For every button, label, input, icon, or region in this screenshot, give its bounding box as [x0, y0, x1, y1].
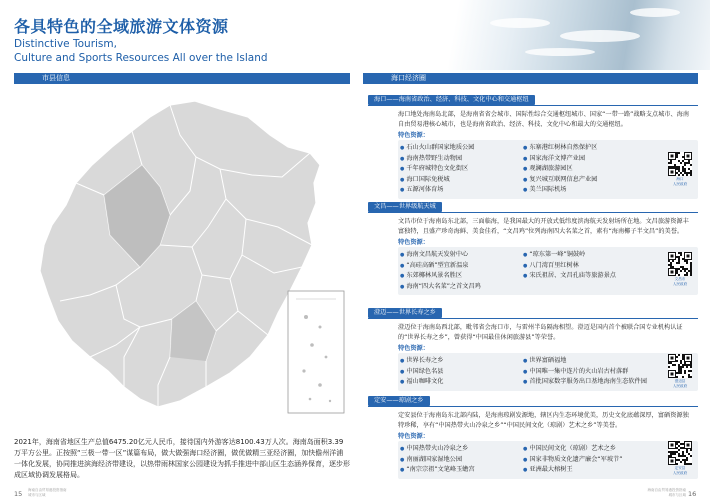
qr-caption: 澄迈县 人民政府 [672, 379, 688, 388]
page-title: 各具特色的全域旅游文体资源 [14, 17, 229, 36]
qr-caption: 海口 人民政府 [672, 177, 688, 186]
resource-item: ● 南丽湖国家湿地公园 [400, 455, 463, 463]
qr-code-icon[interactable] [668, 152, 692, 176]
page-number-left: 15 [14, 490, 23, 498]
resource-item: ● 首批国家数字服务出口基地海南生态软件园 [523, 378, 647, 386]
card-intro: 海口地处海南岛北部，是海南省省会城市、国际性综合交通枢纽城市、国家“一带一路”战略支点城市、海南自由贸易港核心城市，也是海南省政治、经济、科技、文化中心和最大的交通枢纽。 [398, 111, 690, 128]
province-summary: 2021年，海南省地区生产总值6475.20亿元人民币，接待国内外游客达8100.43万人次。海南岛面积3.39万平方公里。正按照“三极一带一区”谋篇布局，做大做强海口经济圈，做优做精三亚经济圈，加快儋州洋浦一体化发展，协同推进滨海经济带建设，以热带雨林国家公园建设为抓手推进中部山区生态涵养保育，逐步形成区域协调发展格局。 [14, 438, 350, 479]
island-outline [40, 101, 320, 407]
card-chengmai [363, 308, 698, 391]
card-wenchang [363, 202, 698, 295]
resource-item: ● 中国唯一集中连片的火山岩古村落群 [523, 367, 629, 375]
resource-item: ● 世界富硒福地 [523, 357, 567, 364]
qr-code-icon[interactable] [668, 441, 692, 465]
card-heading: 海口——海南省政治、经济、科技、文化中心和交通枢纽 [368, 95, 535, 105]
footer-note-left: 海南自由贸易港投资指南 城市与区域 [28, 488, 67, 497]
left-section-label: 市县信息 [42, 74, 70, 82]
page-number-right: 16 [688, 490, 697, 498]
card-heading: 定安——琼剧之乡 [368, 396, 430, 406]
right-section-bar [363, 73, 698, 84]
resources-title: 特色资源： [398, 132, 429, 139]
resource-item: ● 东郊椰林风景名胜区 [400, 272, 463, 280]
card-dingan [363, 396, 698, 479]
qr-code-icon[interactable] [668, 354, 692, 378]
card-haikou [363, 95, 698, 199]
resources-title: 特色资源： [398, 433, 429, 440]
resource-list [400, 143, 638, 196]
resources-title: 特色资源： [398, 345, 429, 352]
card-intro: 澄迈位于海南岛西北部，毗邻省会海口市，与雷州半岛隔海相望。澄迈是国内首个被联合国专业机构认证的“世界长寿之乡”，曾获得“中国最佳休闲旅游县”等荣誉。 [398, 324, 683, 341]
resource-item: ● “南宗宗祖”文笔峰玉蟾宫 [400, 466, 475, 474]
qr-code-icon[interactable] [668, 252, 692, 276]
resource-item: ● 海南“四大名菜”之首文昌鸡 [400, 282, 481, 290]
resource-item: ● 复兴城互联网信息产业园 [523, 175, 598, 183]
hainan-map [20, 95, 350, 425]
resource-item: ● “高硅高硒”型宜新温泉 [400, 261, 469, 269]
resource-item: ● 世界长寿之乡 [400, 357, 444, 364]
resource-list [400, 356, 647, 388]
resource-item: ● 国家非物质文化遗产廉会“军坡节” [523, 455, 623, 463]
south-sea-inset [288, 291, 344, 413]
resource-item: ● “琼东第一峰”铜鼓岭 [523, 251, 586, 258]
resource-item: ● 石山火山群国家地质公园 [400, 144, 475, 151]
resource-item: ● 中国热带火山冷泉之乡 [400, 445, 469, 452]
subtitle-line-2: Culture and Sports Resources All over the Island [14, 52, 268, 64]
resource-item: ● 中国民间文化（琼剧）艺术之乡 [523, 445, 616, 452]
resource-item: ● 福山咖啡文化 [400, 378, 444, 386]
qr-caption: 文昌市 人民政府 [672, 277, 688, 286]
subtitle-line-1: Distinctive Tourism, [14, 38, 117, 50]
resource-item: ● 国家海洋文博产业园 [523, 154, 586, 162]
resource-item: ● 中国绿色名县 [400, 367, 444, 375]
ocean-wave-banner [430, 0, 710, 70]
card-intro: 定安县位于海南岛东北部内陆，是海南琼剧发源地，辖区内生态环境优美，历史文化底蕴深厚，富硒资源独特珍稀，享有“中国热带火山冷泉之乡”“中国民间文化（琼剧）艺术之乡”等美誉。 [398, 412, 689, 429]
resource-list [400, 250, 638, 292]
qr-caption: 定安县 人民政府 [672, 466, 688, 475]
right-section-label: 海口经济圈 [391, 74, 426, 82]
card-heading: 文昌——世界级航天城 [368, 202, 442, 212]
resource-item: ● 亚洲最大榕树王 [523, 466, 573, 474]
resource-item: ● 五源河体育场 [400, 186, 444, 194]
resource-item: ● 千年府城特色文化街区 [400, 165, 469, 173]
footer-note-right: 海南自由贸易港投资指南 城市与区域 [647, 488, 686, 497]
left-section-bar [14, 73, 350, 84]
resource-item: ● 美兰国际机场 [523, 186, 567, 194]
resource-item: ● 观澜湖旅游园区 [523, 165, 573, 173]
resource-item: ● 海口国际免税城 [400, 175, 450, 183]
resource-item: ● 八门湾百里红树林 [523, 261, 579, 269]
resource-item: ● 宋氏祖居、文昌孔庙等旅游景点 [523, 272, 616, 280]
card-heading: 澄迈——世界长寿之乡 [368, 308, 442, 318]
resource-item: ● 海南文昌航天发射中心 [400, 251, 469, 258]
resource-list [400, 444, 638, 476]
page-subtitle [14, 37, 268, 65]
resource-item: ● 东寨港红树林自然保护区 [523, 144, 598, 151]
resources-title: 特色资源： [398, 239, 429, 246]
resource-item: ● 海南热带野生动物园 [400, 154, 463, 162]
card-intro: 文昌市位于海南岛东北部，三面临海，是我国最大的开放式低纬度滨海航天发射场所在地。文昌旅游资源丰富独特，且盛产珍奇海鲜、美食佳肴，“文昌鸡”位列海南四大名菜之首，素有“海南椰子半文昌”的美誉。 [398, 218, 689, 235]
